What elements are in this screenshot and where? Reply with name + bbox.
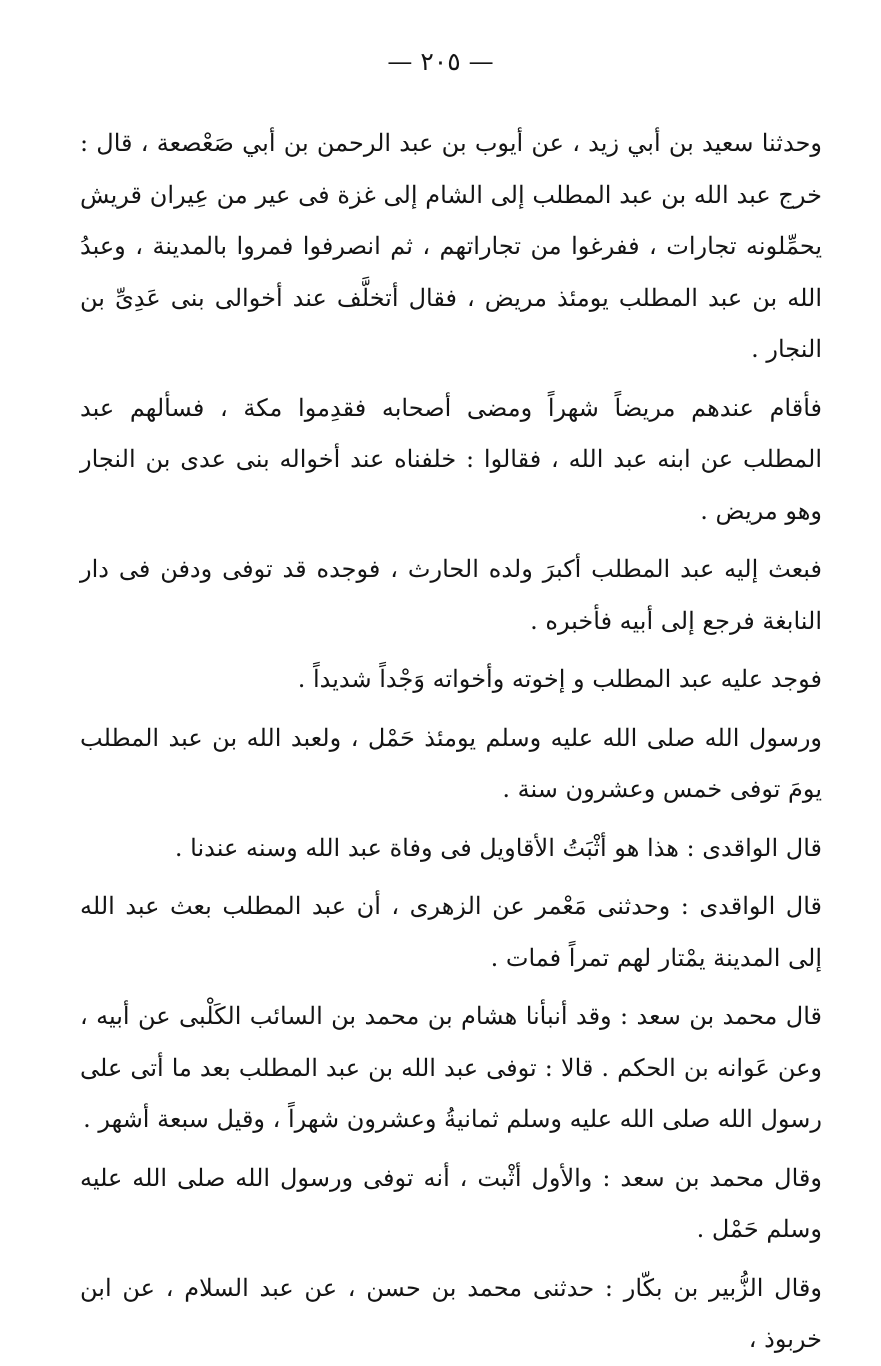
paragraph-8: قال محمد بن سعد : وقد أنبأنا هشام بن محمد بن السائب الكَلْبى عن أبيه ، وعن عَوانه بن الحكم . قالا : توفى عبد الله بن عبد المطلب بعد ما أتى على رسول الله صلى الله عليه وسلم ثمانيةُ وعشرون شهراً ، وقيل سبعة أشهر . [80, 1002, 822, 1133]
paragraph-10: وقال الزُّبير بن بكّار : حدثنى محمد بن حسن ، عن عبد السلام ، عن ابن خربوذ ، [80, 1273, 822, 1353]
paragraph-2: فأقام عندهم مريضاً شهراً ومضى أصحابه فقدِموا مكة ، فسألهم عبد المطلب عن ابنه عبد الله ، فقالوا : خلفناه عند أخواله بنى عدى بن النجار وهو مريض . [80, 393, 822, 525]
page-number: — ٢٠٥ — [387, 47, 494, 76]
paragraph-7: قال الواقدى : وحدثنى مَعْمر عن الزهرى ، أن عبد المطلب بعث عبد الله إلى المدينة يمْتار لهم تمراً فمات . [80, 892, 822, 972]
paragraph-4: فوجد عليه عبد المطلب و إخوته وأخواته وَجْداً شديداً . [297, 665, 822, 693]
paragraph-9: وقال محمد بن سعد : والأول أثْبت ، أنه توفى ورسول الله صلى الله عليه وسلم حَمْل . [80, 1163, 822, 1243]
body-text [80, 118, 822, 1366]
paragraph-5: ورسول الله صلى الله عليه وسلم يومئذ حَمْل ، ولعبد الله بن عبد المطلب يومَ توفى خمس وعشرون سنة . [80, 723, 822, 803]
paragraph-6: قال الواقدى : هذا هو أثْبَتُ الأقاويل فى وفاة عبد الله وسنه عندنا . [174, 833, 822, 862]
paragraph-1: وحدثنا سعيد بن أبي زيد ، عن أيوب بن عبد الرحمن بن أبي صَعْصعة ، قال : خرج عبد الله بن عبد المطلب إلى الشام إلى غزة فى عير من عِيران قريش يحمِّلونه تجارات ، ففرغوا من تجاراتهم ، ثم انصرفوا فمروا بالمدينة ، وعبدُ الله بن عبد المطلب يومئذ مريض ، فقال أتخلَّف عند أخوالى بنى عَدِىِّ بن النجار . [80, 129, 822, 363]
paragraph-3: فبعث إليه عبد المطلب أكبرَ ولده الحارث ، فوجده قد توفى ودفن فى دار النابغة فرجع إلى أبيه فأخبره . [80, 555, 822, 635]
